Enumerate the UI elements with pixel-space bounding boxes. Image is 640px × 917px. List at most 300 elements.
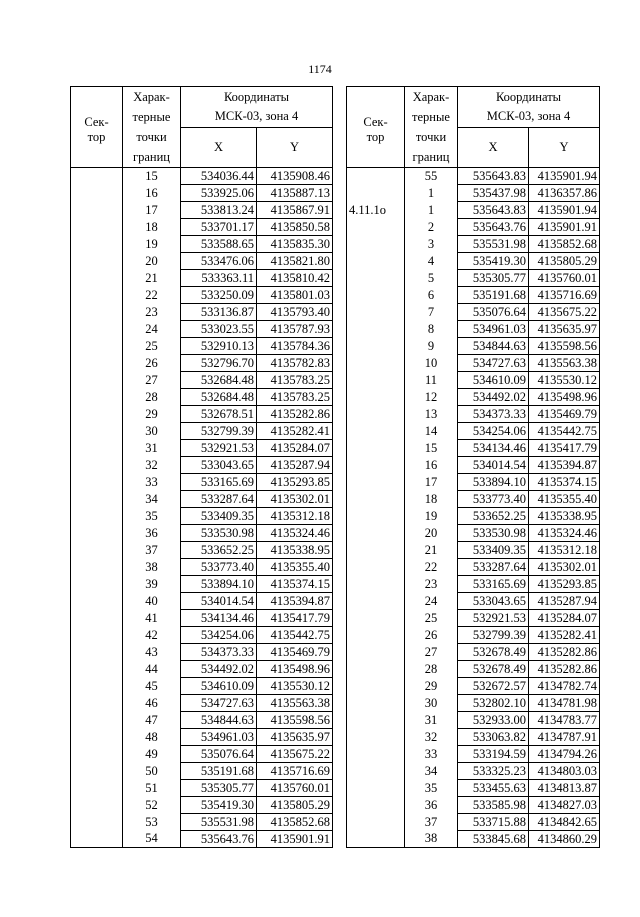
x-coordinate-cell: 533773.40 [181, 559, 257, 576]
table-row [71, 610, 333, 627]
header-coordinates: Координаты МСК-03, зона 4 [458, 87, 600, 128]
x-coordinate-cell: 535419.30 [458, 253, 529, 270]
x-coordinate-cell: 533813.24 [181, 202, 257, 219]
table-row [347, 457, 600, 474]
y-coordinate-cell: 4134860.29 [529, 831, 600, 848]
y-coordinate-cell: 4135442.75 [529, 423, 600, 440]
point-cell: 51 [123, 780, 181, 797]
point-cell: 46 [123, 695, 181, 712]
table-row [71, 253, 333, 270]
x-coordinate-cell: 532684.48 [181, 389, 257, 406]
table-row [71, 457, 333, 474]
sector-cell [347, 593, 405, 610]
x-coordinate-cell: 534134.46 [181, 610, 257, 627]
point-cell: 36 [123, 525, 181, 542]
point-cell: 54 [123, 831, 181, 848]
point-cell: 11 [405, 372, 458, 389]
right-table-body [347, 168, 600, 848]
table-row [347, 559, 600, 576]
point-cell: 3 [405, 236, 458, 253]
sector-cell [347, 457, 405, 474]
sector-cell [71, 780, 123, 797]
table-row [347, 423, 600, 440]
table-row [347, 525, 600, 542]
table-row [347, 797, 600, 814]
point-cell: 38 [123, 559, 181, 576]
table-row [71, 797, 333, 814]
table-row [71, 219, 333, 236]
x-coordinate-cell: 535076.64 [458, 304, 529, 321]
sector-cell [71, 542, 123, 559]
table-row [347, 338, 600, 355]
sector-cell [347, 814, 405, 831]
x-coordinate-cell: 534844.63 [458, 338, 529, 355]
table-row [347, 287, 600, 304]
x-coordinate-cell: 532799.39 [181, 423, 257, 440]
sector-cell [71, 219, 123, 236]
sector-cell [71, 423, 123, 440]
y-coordinate-cell: 4135287.94 [257, 457, 333, 474]
point-cell: 29 [123, 406, 181, 423]
y-coordinate-cell: 4135394.87 [257, 593, 333, 610]
point-cell: 53 [123, 814, 181, 831]
table-row [347, 593, 600, 610]
table-row [71, 304, 333, 321]
y-coordinate-cell: 4135805.29 [257, 797, 333, 814]
x-coordinate-cell: 534036.44 [181, 168, 257, 185]
y-coordinate-cell: 4135442.75 [257, 627, 333, 644]
x-coordinate-cell: 532796.70 [181, 355, 257, 372]
sector-cell [347, 270, 405, 287]
point-cell: 26 [123, 355, 181, 372]
point-cell: 2 [405, 219, 458, 236]
y-coordinate-cell: 4135793.40 [257, 304, 333, 321]
y-coordinate-cell: 4135530.12 [257, 678, 333, 695]
sector-cell [347, 508, 405, 525]
coordinates-table-left [70, 86, 333, 848]
point-cell: 35 [123, 508, 181, 525]
x-coordinate-cell: 534610.09 [181, 678, 257, 695]
table-row [347, 831, 600, 848]
sector-cell [347, 185, 405, 202]
point-cell: 55 [405, 168, 458, 185]
y-coordinate-cell: 4135675.22 [257, 746, 333, 763]
header-characteristic-points: Харак- терные точки границ [405, 87, 458, 168]
coordinates-table-right [346, 86, 600, 848]
point-cell: 23 [405, 576, 458, 593]
y-coordinate-cell: 4135787.93 [257, 321, 333, 338]
x-coordinate-cell: 534134.46 [458, 440, 529, 457]
table-row [71, 491, 333, 508]
y-coordinate-cell: 4135312.18 [257, 508, 333, 525]
point-cell: 33 [123, 474, 181, 491]
sector-cell [347, 712, 405, 729]
point-cell: 31 [405, 712, 458, 729]
x-coordinate-cell: 533136.87 [181, 304, 257, 321]
point-cell: 37 [405, 814, 458, 831]
x-coordinate-cell: 534727.63 [458, 355, 529, 372]
sector-cell [71, 406, 123, 423]
sector-cell [347, 797, 405, 814]
sector-cell [71, 610, 123, 627]
y-coordinate-cell: 4135394.87 [529, 457, 600, 474]
table-row [347, 712, 600, 729]
sector-cell [347, 780, 405, 797]
point-cell: 31 [123, 440, 181, 457]
point-cell: 14 [405, 423, 458, 440]
x-coordinate-cell: 535191.68 [181, 763, 257, 780]
table-row [71, 695, 333, 712]
point-cell: 19 [405, 508, 458, 525]
y-coordinate-cell: 4135901.94 [529, 202, 600, 219]
x-coordinate-cell: 535305.77 [181, 780, 257, 797]
y-coordinate-cell: 4135852.68 [257, 814, 333, 831]
x-coordinate-cell: 535643.76 [458, 219, 529, 236]
point-cell: 37 [123, 542, 181, 559]
page-number: 1174 [308, 62, 332, 76]
x-coordinate-cell: 532802.10 [458, 695, 529, 712]
x-coordinate-cell: 533845.68 [458, 831, 529, 848]
point-cell: 50 [123, 763, 181, 780]
point-cell: 7 [405, 304, 458, 321]
point-cell: 17 [123, 202, 181, 219]
table-row [347, 576, 600, 593]
table-row [347, 729, 600, 746]
y-coordinate-cell: 4135324.46 [257, 525, 333, 542]
table-row [71, 321, 333, 338]
point-cell: 23 [123, 304, 181, 321]
point-cell: 4 [405, 253, 458, 270]
sector-cell [71, 695, 123, 712]
x-coordinate-cell: 532672.57 [458, 678, 529, 695]
header-x: X [458, 127, 529, 168]
point-cell: 21 [123, 270, 181, 287]
y-coordinate-cell: 4135760.01 [529, 270, 600, 287]
sector-cell [71, 491, 123, 508]
table-row [71, 644, 333, 661]
point-cell: 47 [123, 712, 181, 729]
y-coordinate-cell: 4135282.41 [257, 423, 333, 440]
point-cell: 52 [123, 797, 181, 814]
table-row [347, 610, 600, 627]
table-row [71, 559, 333, 576]
table-row [71, 661, 333, 678]
y-coordinate-cell: 4135867.91 [257, 202, 333, 219]
sector-cell [347, 627, 405, 644]
point-cell: 1 [405, 185, 458, 202]
y-coordinate-cell: 4135312.18 [529, 542, 600, 559]
table-row [347, 355, 600, 372]
table-row [347, 763, 600, 780]
point-cell: 13 [405, 406, 458, 423]
x-coordinate-cell: 533165.69 [181, 474, 257, 491]
y-coordinate-cell: 4134781.98 [529, 695, 600, 712]
point-cell: 20 [123, 253, 181, 270]
table-row [71, 678, 333, 695]
point-cell: 34 [123, 491, 181, 508]
x-coordinate-cell: 534373.33 [181, 644, 257, 661]
y-coordinate-cell: 4134782.74 [529, 678, 600, 695]
sector-cell [71, 746, 123, 763]
sector-cell [71, 593, 123, 610]
x-coordinate-cell: 534727.63 [181, 695, 257, 712]
table-row [347, 236, 600, 253]
table-row [71, 542, 333, 559]
point-cell: 24 [405, 593, 458, 610]
table-row [347, 202, 600, 219]
x-coordinate-cell: 533588.65 [181, 236, 257, 253]
sector-cell [347, 372, 405, 389]
point-cell: 28 [123, 389, 181, 406]
sector-cell [71, 270, 123, 287]
sector-cell [71, 338, 123, 355]
sector-cell [71, 287, 123, 304]
y-coordinate-cell: 4135287.94 [529, 593, 600, 610]
y-coordinate-cell: 4135498.96 [257, 661, 333, 678]
y-coordinate-cell: 4135801.03 [257, 287, 333, 304]
table-row [71, 168, 333, 185]
x-coordinate-cell: 535419.30 [181, 797, 257, 814]
point-cell: 8 [405, 321, 458, 338]
x-coordinate-cell: 533165.69 [458, 576, 529, 593]
sector-cell [71, 661, 123, 678]
y-coordinate-cell: 4135887.13 [257, 185, 333, 202]
y-coordinate-cell: 4135417.79 [257, 610, 333, 627]
x-coordinate-cell: 534254.06 [458, 423, 529, 440]
table-row [71, 508, 333, 525]
table-row [71, 627, 333, 644]
y-coordinate-cell: 4135850.58 [257, 219, 333, 236]
point-cell: 21 [405, 542, 458, 559]
point-cell: 29 [405, 678, 458, 695]
header-sector: Сек- тор [347, 87, 405, 168]
x-coordinate-cell: 535643.83 [458, 168, 529, 185]
y-coordinate-cell: 4135355.40 [529, 491, 600, 508]
table-row [71, 729, 333, 746]
x-coordinate-cell: 534610.09 [458, 372, 529, 389]
sector-cell [71, 304, 123, 321]
x-coordinate-cell: 533925.06 [181, 185, 257, 202]
table-row [71, 406, 333, 423]
y-coordinate-cell: 4135716.69 [529, 287, 600, 304]
y-coordinate-cell: 4135469.79 [529, 406, 600, 423]
sector-cell [347, 644, 405, 661]
x-coordinate-cell: 535437.98 [458, 185, 529, 202]
table-row [347, 321, 600, 338]
y-coordinate-cell: 4135784.36 [257, 338, 333, 355]
x-coordinate-cell: 533715.88 [458, 814, 529, 831]
y-coordinate-cell: 4135293.85 [257, 474, 333, 491]
x-coordinate-cell: 535643.76 [181, 831, 257, 848]
point-cell: 39 [123, 576, 181, 593]
x-coordinate-cell: 535531.98 [181, 814, 257, 831]
point-cell: 10 [405, 355, 458, 372]
y-coordinate-cell: 4135324.46 [529, 525, 600, 542]
point-cell: 40 [123, 593, 181, 610]
point-cell: 18 [123, 219, 181, 236]
y-coordinate-cell: 4135498.96 [529, 389, 600, 406]
table-row [71, 525, 333, 542]
point-cell: 6 [405, 287, 458, 304]
y-coordinate-cell: 4135783.25 [257, 389, 333, 406]
x-coordinate-cell: 533250.09 [181, 287, 257, 304]
x-coordinate-cell: 534844.63 [181, 712, 257, 729]
y-coordinate-cell: 4135302.01 [257, 491, 333, 508]
table-row [347, 304, 600, 321]
y-coordinate-cell: 4135635.97 [529, 321, 600, 338]
point-cell: 18 [405, 491, 458, 508]
table-row [71, 712, 333, 729]
point-cell: 45 [123, 678, 181, 695]
sector-cell [347, 610, 405, 627]
sector-cell [347, 440, 405, 457]
sector-cell [347, 219, 405, 236]
y-coordinate-cell: 4135782.83 [257, 355, 333, 372]
x-coordinate-cell: 533701.17 [181, 219, 257, 236]
y-coordinate-cell: 4135469.79 [257, 644, 333, 661]
sector-cell [347, 695, 405, 712]
sector-cell [71, 763, 123, 780]
table-row [71, 338, 333, 355]
sector-cell [71, 508, 123, 525]
sector-cell [347, 559, 405, 576]
sector-cell [71, 627, 123, 644]
table-row [347, 389, 600, 406]
x-coordinate-cell: 535643.83 [458, 202, 529, 219]
point-cell: 30 [123, 423, 181, 440]
sector-cell [347, 423, 405, 440]
x-coordinate-cell: 534254.06 [181, 627, 257, 644]
header-y: Y [529, 127, 600, 168]
y-coordinate-cell: 4135563.38 [529, 355, 600, 372]
header-characteristic-points: Харак- терные точки границ [123, 87, 181, 168]
table-row [347, 814, 600, 831]
sector-cell [71, 712, 123, 729]
y-coordinate-cell: 4135716.69 [257, 763, 333, 780]
sector-cell [347, 661, 405, 678]
point-cell: 20 [405, 525, 458, 542]
y-coordinate-cell: 4135374.15 [257, 576, 333, 593]
y-coordinate-cell: 4135835.30 [257, 236, 333, 253]
x-coordinate-cell: 533023.55 [181, 321, 257, 338]
sector-cell [347, 474, 405, 491]
x-coordinate-cell: 532678.49 [458, 644, 529, 661]
point-cell: 30 [405, 695, 458, 712]
y-coordinate-cell: 4135810.42 [257, 270, 333, 287]
table-row [71, 389, 333, 406]
sector-cell [347, 253, 405, 270]
point-cell: 25 [123, 338, 181, 355]
point-cell: 22 [405, 559, 458, 576]
y-coordinate-cell: 4134842.65 [529, 814, 600, 831]
point-cell: 44 [123, 661, 181, 678]
x-coordinate-cell: 532933.00 [458, 712, 529, 729]
point-cell: 43 [123, 644, 181, 661]
x-coordinate-cell: 534961.03 [458, 321, 529, 338]
x-coordinate-cell: 534373.33 [458, 406, 529, 423]
table-row [347, 491, 600, 508]
x-coordinate-cell: 533043.65 [181, 457, 257, 474]
table-row [71, 287, 333, 304]
point-cell: 1 [405, 202, 458, 219]
point-cell: 35 [405, 780, 458, 797]
point-cell: 15 [123, 168, 181, 185]
x-coordinate-cell: 532921.53 [458, 610, 529, 627]
x-coordinate-cell: 532678.51 [181, 406, 257, 423]
y-coordinate-cell: 4135284.07 [257, 440, 333, 457]
sector-cell [71, 457, 123, 474]
point-cell: 16 [123, 185, 181, 202]
point-cell: 19 [123, 236, 181, 253]
y-coordinate-cell: 4135805.29 [529, 253, 600, 270]
x-coordinate-cell: 533530.98 [458, 525, 529, 542]
sector-cell [71, 236, 123, 253]
sector-cell [347, 304, 405, 321]
sector-cell [347, 287, 405, 304]
table-row [347, 542, 600, 559]
point-cell: 16 [405, 457, 458, 474]
table-row [347, 270, 600, 287]
sector-cell [347, 831, 405, 848]
y-coordinate-cell: 4135338.95 [529, 508, 600, 525]
table-row [347, 253, 600, 270]
table-row [71, 814, 333, 831]
sector-cell [347, 576, 405, 593]
sector-cell [71, 168, 123, 185]
table-row [347, 678, 600, 695]
header-coordinates: Координаты МСК-03, зона 4 [181, 87, 333, 128]
point-cell: 25 [405, 610, 458, 627]
table-row [347, 627, 600, 644]
x-coordinate-cell: 533894.10 [458, 474, 529, 491]
point-cell: 22 [123, 287, 181, 304]
y-coordinate-cell: 4135821.80 [257, 253, 333, 270]
table-row [347, 780, 600, 797]
table-row [347, 185, 600, 202]
sector-cell [347, 389, 405, 406]
x-coordinate-cell: 534492.02 [458, 389, 529, 406]
table-row [347, 661, 600, 678]
sector-cell [71, 644, 123, 661]
x-coordinate-cell: 532684.48 [181, 372, 257, 389]
sector-cell [347, 321, 405, 338]
table-row [347, 746, 600, 763]
sector-cell [71, 185, 123, 202]
table-row [71, 831, 333, 848]
sector-cell [71, 525, 123, 542]
y-coordinate-cell: 4135783.25 [257, 372, 333, 389]
x-coordinate-cell: 532910.13 [181, 338, 257, 355]
x-coordinate-cell: 533773.40 [458, 491, 529, 508]
y-coordinate-cell: 4135284.07 [529, 610, 600, 627]
y-coordinate-cell: 4134813.87 [529, 780, 600, 797]
y-coordinate-cell: 4135635.97 [257, 729, 333, 746]
x-coordinate-cell: 534961.03 [181, 729, 257, 746]
y-coordinate-cell: 4134827.03 [529, 797, 600, 814]
point-cell: 9 [405, 338, 458, 355]
table-row [71, 236, 333, 253]
x-coordinate-cell: 533652.25 [458, 508, 529, 525]
point-cell: 5 [405, 270, 458, 287]
y-coordinate-cell: 4134783.77 [529, 712, 600, 729]
sector-cell [71, 372, 123, 389]
point-cell: 38 [405, 831, 458, 848]
sector-cell [347, 355, 405, 372]
x-coordinate-cell: 533287.64 [458, 559, 529, 576]
x-coordinate-cell: 533363.11 [181, 270, 257, 287]
table-row [71, 474, 333, 491]
sector-cell [347, 236, 405, 253]
